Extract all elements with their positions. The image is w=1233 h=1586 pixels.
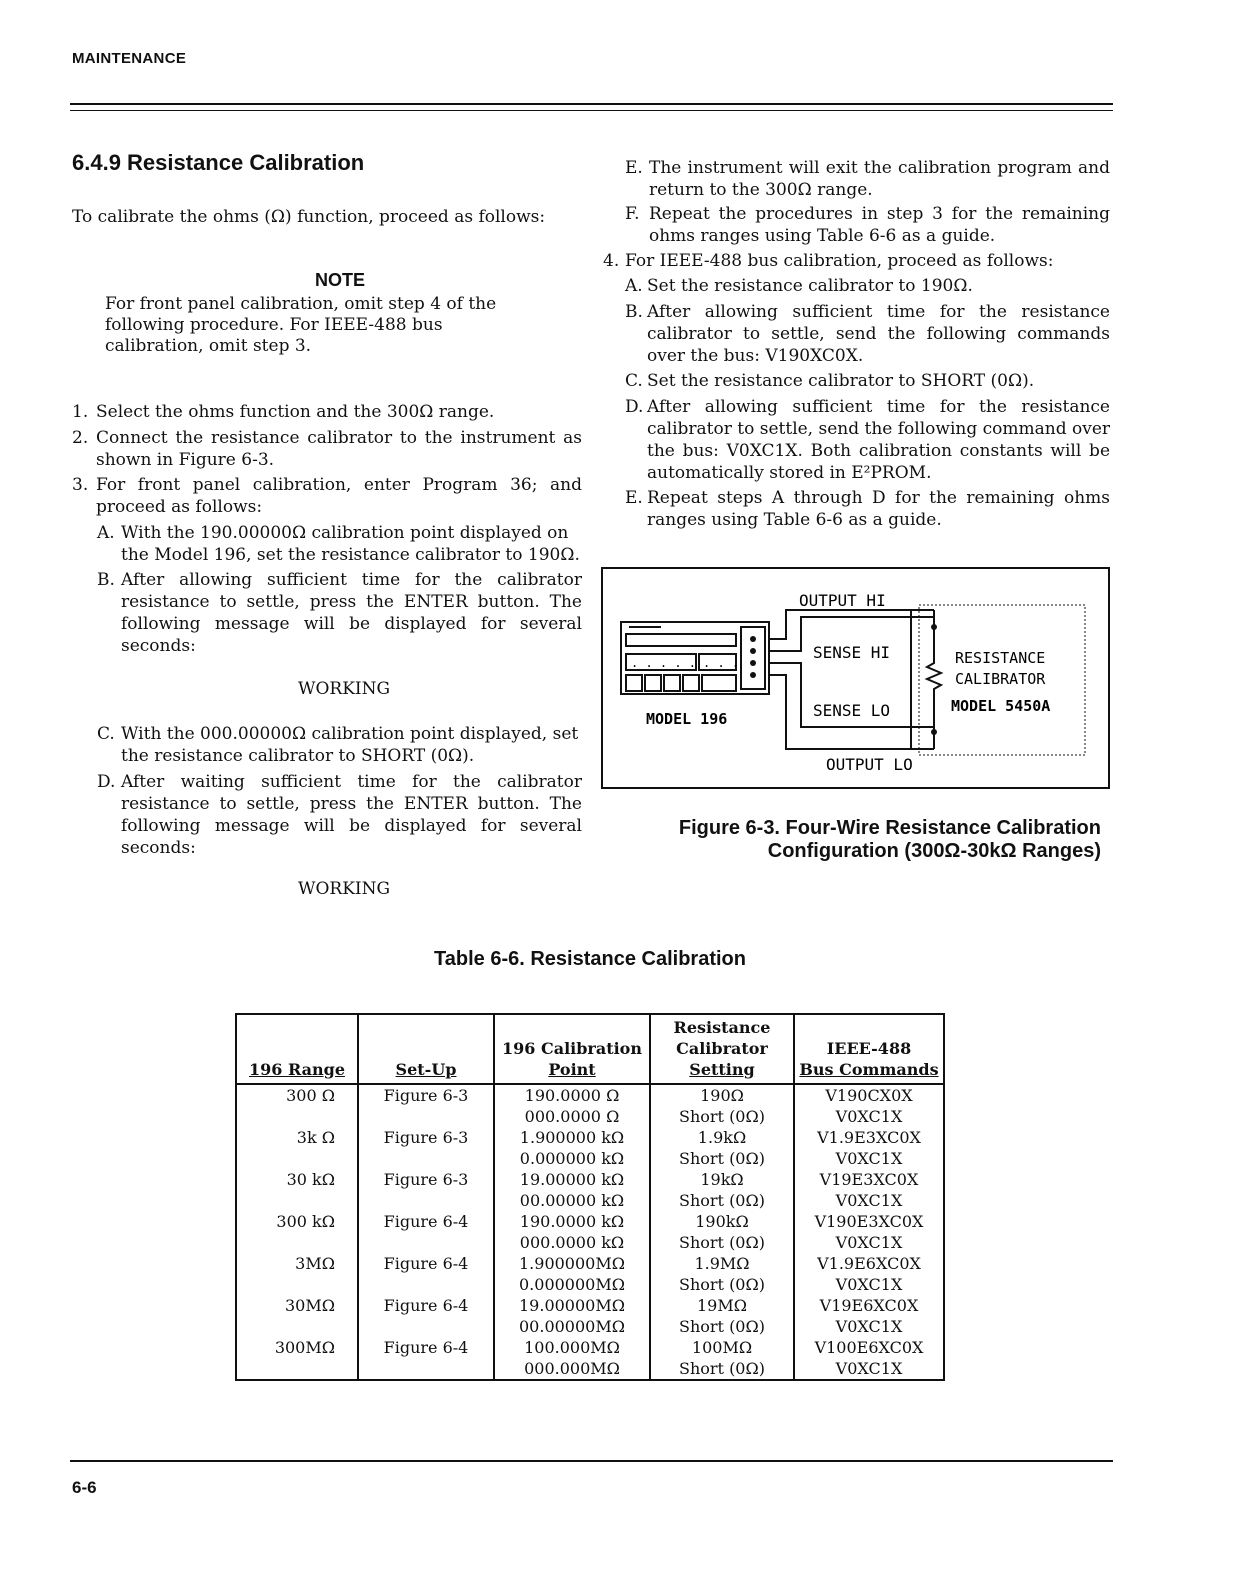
step-letter: C. xyxy=(625,371,643,391)
step-number: 2. xyxy=(72,428,89,448)
cell-commands xyxy=(794,1295,944,1337)
step-4a xyxy=(625,275,1110,297)
cell-commands xyxy=(794,1253,944,1295)
cell-line: 00.00000MΩ xyxy=(519,1317,625,1336)
cell-line: Short (0Ω) xyxy=(679,1149,765,1168)
cell-setup xyxy=(358,1169,494,1211)
table-header-row xyxy=(236,1014,944,1084)
step-text: With the 000.00000Ω calibration point displayed, set the resistance calibrator to SHORT (0Ω). xyxy=(121,724,579,766)
working-message: WORKING xyxy=(298,679,391,699)
header-setup: Set-Up xyxy=(358,1014,494,1084)
output-lo-label: OUTPUT LO xyxy=(826,755,913,774)
resistor-icon xyxy=(927,627,941,732)
cell-line: Short (0Ω) xyxy=(679,1275,765,1294)
output-hi-label: OUTPUT HI xyxy=(799,591,886,610)
step-3 xyxy=(72,474,582,518)
caption-line2: Configuration (300Ω-30kΩ Ranges) xyxy=(767,840,1101,862)
cell-settings xyxy=(650,1337,794,1380)
step-3a xyxy=(97,522,582,566)
cell-points xyxy=(494,1169,650,1211)
step-4c xyxy=(625,370,1110,392)
header-bus-commands: IEEE-488 Bus Commands xyxy=(794,1014,944,1084)
cell-line: 000.000MΩ xyxy=(524,1359,620,1378)
step-text: Set the resistance calibrator to SHORT (0Ω). xyxy=(647,371,1035,391)
cell-line: 000.0000 Ω xyxy=(524,1107,620,1126)
cell-range xyxy=(236,1211,358,1253)
cell-line: Short (0Ω) xyxy=(679,1191,765,1210)
cell-line: 19.00000 kΩ xyxy=(519,1170,625,1189)
step-letter: D. xyxy=(625,397,644,417)
step-text: After allowing sufficient time for the resistance calibrator to settle, send the following commands over the bus: V190XC0X. xyxy=(647,302,1110,366)
cell-settings xyxy=(650,1169,794,1211)
calibrator-line1: RESISTANCE xyxy=(955,649,1046,667)
cell-line: V0XC1X xyxy=(835,1275,903,1294)
header-rule-thin xyxy=(70,110,1113,111)
step-letter: F. xyxy=(625,204,640,224)
cell-line: V0XC1X xyxy=(835,1359,903,1378)
cell-points xyxy=(494,1253,650,1295)
header-calibrator-setting: Resistance Calibrator Setting xyxy=(650,1014,794,1084)
table-row xyxy=(236,1337,944,1380)
cell-line: 19MΩ xyxy=(696,1296,747,1315)
step-2 xyxy=(72,427,582,471)
cell-range xyxy=(236,1295,358,1337)
step-letter: B. xyxy=(625,302,643,322)
cell-settings xyxy=(650,1253,794,1295)
step-text: Set the resistance calibrator to 190Ω. xyxy=(647,276,973,296)
table-row xyxy=(236,1127,944,1169)
cell-value: 300MΩ xyxy=(274,1338,335,1357)
table-row xyxy=(236,1295,944,1337)
step-letter: E. xyxy=(625,158,643,178)
step-4d xyxy=(625,396,1110,484)
cell-range xyxy=(236,1337,358,1380)
cell-commands xyxy=(794,1211,944,1253)
cell-line: V19E6XC0X xyxy=(819,1296,919,1315)
cell-line: Short (0Ω) xyxy=(679,1359,765,1378)
note-text: For front panel calibration, omit step 4 of the following procedure. For IEEE-488 bus calibration, omit step 3. xyxy=(105,294,497,356)
cell-value: 30 kΩ xyxy=(286,1170,335,1189)
step-letter: A. xyxy=(625,276,643,296)
cell-line: 1.900000 kΩ xyxy=(519,1128,625,1147)
cell-line: 19.00000MΩ xyxy=(519,1296,625,1315)
step-3e xyxy=(625,157,1110,201)
step-letter: C. xyxy=(97,724,115,744)
step-letter: E. xyxy=(625,488,643,508)
cell-value: Figure 6-4 xyxy=(383,1338,469,1357)
cell-line: Short (0Ω) xyxy=(679,1233,765,1252)
step-3c xyxy=(97,723,582,767)
step-4b xyxy=(625,301,1110,367)
step-3d xyxy=(97,771,582,859)
note-label: NOTE xyxy=(314,270,365,290)
cell-value: Figure 6-4 xyxy=(383,1296,469,1315)
table-row xyxy=(236,1169,944,1211)
cell-value: 300 Ω xyxy=(286,1086,335,1105)
figure-caption xyxy=(601,817,1101,863)
cell-line: V190CX0X xyxy=(825,1086,913,1105)
cell-line: 19kΩ xyxy=(700,1170,744,1189)
cell-line: V100E6XC0X xyxy=(814,1338,924,1357)
cell-points xyxy=(494,1337,650,1380)
cell-line: 1.900000MΩ xyxy=(519,1254,625,1273)
cell-points xyxy=(494,1084,650,1127)
cell-line: 100.000MΩ xyxy=(524,1338,620,1357)
cell-line: V1.9E3XC0X xyxy=(817,1128,921,1147)
cell-settings xyxy=(650,1211,794,1253)
cell-line: 000.0000 kΩ xyxy=(519,1233,625,1252)
cell-line: V19E3XC0X xyxy=(819,1170,919,1189)
intro-text: To calibrate the ohms (Ω) function, proceed as follows: xyxy=(72,207,546,227)
cell-line: 190.0000 Ω xyxy=(524,1086,620,1105)
cell-value: 30MΩ xyxy=(284,1296,335,1315)
cell-line: 0.000000 kΩ xyxy=(519,1149,625,1168)
step-number: 4. xyxy=(603,251,620,271)
figure-6-3-diagram xyxy=(601,567,1111,791)
cell-setup xyxy=(358,1253,494,1295)
cell-line: V0XC1X xyxy=(835,1191,903,1210)
step-text: After waiting sufficient time for the calibrator resistance to settle, press the ENTER button. The following message will be displayed for several seconds: xyxy=(121,772,582,858)
step-number: 3. xyxy=(72,475,89,495)
step-text: With the 190.00000Ω calibration point displayed on the Model 196, set the resistance calibrator to 190Ω. xyxy=(121,523,580,565)
cell-range xyxy=(236,1253,358,1295)
cell-settings xyxy=(650,1084,794,1127)
step-4 xyxy=(603,250,1113,272)
cell-setup xyxy=(358,1295,494,1337)
cell-commands xyxy=(794,1169,944,1211)
sense-hi-label: SENSE HI xyxy=(813,643,891,662)
cell-line: Short (0Ω) xyxy=(679,1317,765,1336)
page-number: 6-6 xyxy=(72,1478,97,1497)
step-letter: B. xyxy=(97,570,115,590)
cell-commands xyxy=(794,1337,944,1380)
section-title: 6.4.9 Resistance Calibration xyxy=(72,150,365,175)
cell-commands xyxy=(794,1127,944,1169)
working-message: WORKING xyxy=(298,879,391,899)
cell-line: V0XC1X xyxy=(835,1317,903,1336)
step-text: For front panel calibration, enter Program 36; and proceed as follows: xyxy=(96,475,582,517)
step-text: Repeat steps A through D for the remaining ohms ranges using Table 6-6 as a guide. xyxy=(647,488,1110,530)
cell-value: 3k Ω xyxy=(296,1128,335,1147)
table-row xyxy=(236,1211,944,1253)
cell-line: 1.9kΩ xyxy=(697,1128,747,1147)
cell-line: 190Ω xyxy=(700,1086,744,1105)
cell-commands xyxy=(794,1084,944,1127)
svg-text:. . . . .: . . . . . xyxy=(631,656,697,670)
model-196-instrument xyxy=(621,622,769,694)
step-4e xyxy=(625,487,1110,531)
cell-line: V0XC1X xyxy=(835,1149,903,1168)
step-letter: A. xyxy=(97,523,115,543)
step-text: After allowing sufficient time for the calibrator resistance to settle, press the ENTER button. The following message will be displayed for several seconds: xyxy=(121,570,582,656)
cell-points xyxy=(494,1211,650,1253)
cell-value: 300 kΩ xyxy=(276,1212,335,1231)
step-text: The instrument will exit the calibration program and return to the 300Ω range. xyxy=(649,158,1110,200)
cell-range xyxy=(236,1127,358,1169)
header-range: 196 Range xyxy=(236,1014,358,1084)
cell-setup xyxy=(358,1127,494,1169)
cell-value: Figure 6-3 xyxy=(383,1086,469,1105)
running-header: MAINTENANCE xyxy=(72,50,187,67)
step-3f xyxy=(625,203,1110,247)
step-number: 1. xyxy=(72,402,89,422)
table-row xyxy=(236,1084,944,1127)
sense-lo-label: SENSE LO xyxy=(813,701,891,720)
cell-line: 190.0000 kΩ xyxy=(519,1212,625,1231)
cell-settings xyxy=(650,1295,794,1337)
cell-value: Figure 6-3 xyxy=(383,1128,469,1147)
cell-value: Figure 6-4 xyxy=(383,1212,469,1231)
step-text: For IEEE-488 bus calibration, proceed as follows: xyxy=(625,251,1054,271)
step-text: After allowing sufficient time for the resistance calibrator to settle, send the following command over the bus: V0XC1X. Both calibration constants will be automatically stored in E²PROM. xyxy=(647,397,1111,483)
step-text: Connect the resistance calibrator to the instrument as shown in Figure 6-3. xyxy=(96,428,582,470)
cell-line: 100MΩ xyxy=(691,1338,753,1357)
cell-line: 0.000000MΩ xyxy=(519,1275,625,1294)
cell-line: Short (0Ω) xyxy=(679,1107,765,1126)
wiring xyxy=(769,610,934,749)
model-196-label: MODEL 196 xyxy=(646,710,728,728)
step-1 xyxy=(72,401,582,423)
svg-text:. . .: . . . xyxy=(703,656,740,670)
cell-value: 3MΩ xyxy=(295,1254,335,1273)
caption-line1: Figure 6-3. Four-Wire Resistance Calibration xyxy=(678,817,1101,839)
calibrator-line3: MODEL 5450A xyxy=(951,697,1051,715)
cell-value: Figure 6-4 xyxy=(383,1254,469,1273)
table-row xyxy=(236,1253,944,1295)
step-letter: D. xyxy=(97,772,116,792)
cell-line: V0XC1X xyxy=(835,1107,903,1126)
table-title: Table 6-6. Resistance Calibration xyxy=(434,948,746,970)
cell-line: V190E3XC0X xyxy=(814,1212,924,1231)
header-rule-thick xyxy=(70,103,1113,105)
cell-range xyxy=(236,1084,358,1127)
cell-range xyxy=(236,1169,358,1211)
resistance-calibration-table xyxy=(235,1013,945,1381)
footer-rule xyxy=(70,1460,1113,1462)
cell-value: Figure 6-3 xyxy=(383,1170,469,1189)
step-3b xyxy=(97,569,582,657)
cell-line: 190kΩ xyxy=(695,1212,749,1231)
cell-line: 00.00000 kΩ xyxy=(519,1191,625,1210)
cell-line: V0XC1X xyxy=(835,1233,903,1252)
cell-settings xyxy=(650,1127,794,1169)
cell-points xyxy=(494,1295,650,1337)
calibrator-line2: CALIBRATOR xyxy=(955,670,1046,688)
step-text: Repeat the procedures in step 3 for the remaining ohms ranges using Table 6-6 as a guide. xyxy=(649,204,1110,246)
cell-setup xyxy=(358,1337,494,1380)
cell-setup xyxy=(358,1211,494,1253)
cell-line: V1.9E6XC0X xyxy=(817,1254,921,1273)
cell-points xyxy=(494,1127,650,1169)
step-text: Select the ohms function and the 300Ω range. xyxy=(96,402,495,422)
cell-line: 1.9MΩ xyxy=(694,1254,750,1273)
cell-setup xyxy=(358,1084,494,1127)
header-cal-point: 196 Calibration Point xyxy=(494,1014,650,1084)
